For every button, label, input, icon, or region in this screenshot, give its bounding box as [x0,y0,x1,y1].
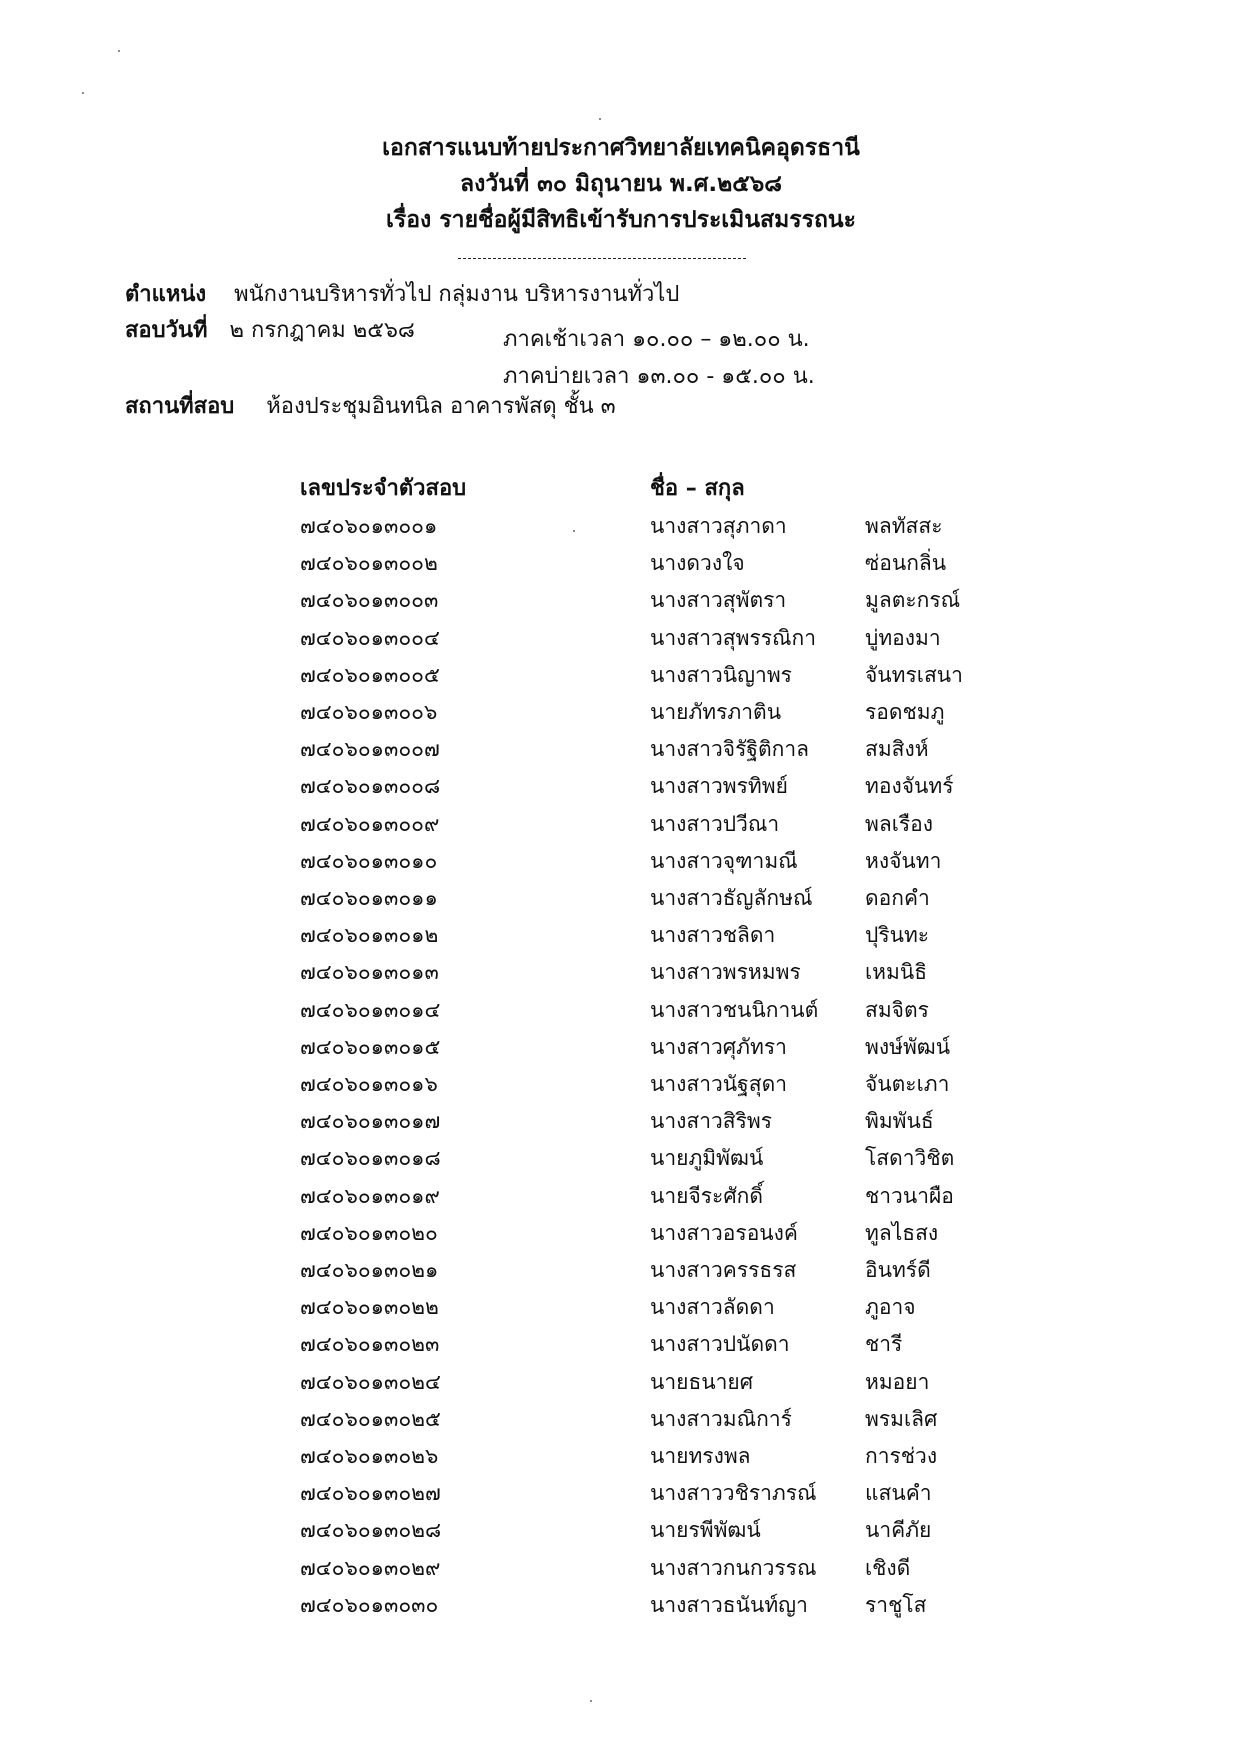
exam-id: ๗๔๐๖๐๑๓๐๒๐ [300,1220,438,1245]
table-row [0,692,1242,729]
candidate-last-name: ชารี [865,1332,903,1357]
table-row [0,655,1242,692]
table-row [0,766,1242,803]
exam-id: ๗๔๐๖๐๑๓๐๐๙ [300,811,440,836]
exam-id: ๗๔๐๖๐๑๓๐๓๐ [300,1592,439,1617]
candidate-first-name: นายรพีพัฒน์ [650,1518,761,1543]
venue-label: สถานที่สอบ [125,394,235,419]
exam-id: ๗๔๐๖๐๑๓๐๑๒ [300,923,439,948]
candidate-first-name: นางสาววชิราภรณ์ [650,1481,817,1506]
exam-id: ๗๔๐๖๐๑๓๐๒๒ [300,1295,439,1320]
candidate-last-name: ปุรินทะ [865,923,930,948]
exam-id: ๗๔๐๖๐๑๓๐๑๐ [300,848,438,873]
candidate-last-name: รอดชมภู [865,700,945,724]
document-header [0,130,1242,238]
column-header-name: ชื่อ – สกุล [650,476,745,501]
table-row [0,1585,1242,1622]
candidate-first-name: นางดวงใจ [650,551,745,576]
exam-id: ๗๔๐๖๐๑๓๐๑๘ [300,1146,441,1171]
candidate-first-name: นางสาวธัญลักษณ์ [650,886,813,910]
candidate-last-name: เชิงดี [865,1555,911,1580]
table-row [0,915,1242,952]
position-value: พนักงานบริหารทั่วไป กลุ่มงาน บริหารงานทั่วไป [234,282,680,307]
header-title: เอกสารแนบท้ายประกาศวิทยาลัยเทคนิคอุดรธานี [382,135,860,161]
table-row [0,1399,1242,1436]
exam-id: ๗๔๐๖๐๑๓๐๑๓ [300,960,439,985]
candidate-first-name: นางสาวนัฐสุดา [650,1072,787,1096]
candidate-last-name: ทองจันทร์ [865,774,954,799]
exam-id: ๗๔๐๖๐๑๓๐๑๖ [300,1072,438,1096]
table-row [0,1324,1242,1361]
candidate-last-name: พงษ์พัฒน์ [865,1034,951,1059]
candidate-last-name: โสดาวิชิต [865,1146,955,1171]
candidate-last-name: มูลตะกรณ์ [865,588,961,613]
candidate-first-name: นายภูมิพัฒน์ [650,1146,764,1171]
candidate-first-name: นางสาวสิริพร [650,1109,773,1134]
exam-date-label: สอบวันที่ [125,318,208,343]
table-row [0,1287,1242,1324]
exam-id: ๗๔๐๖๐๑๓๐๑๗ [300,1109,441,1134]
candidate-last-name: สมสิงห์ [865,737,929,762]
exam-id: ๗๔๐๖๐๑๓๐๒๗ [300,1481,441,1506]
table-row [0,618,1242,655]
table-row [0,506,1242,543]
table-row [0,729,1242,766]
candidate-last-name: การช่วง [865,1444,938,1468]
table-row [0,1213,1242,1250]
scan-speck [82,92,84,94]
header-subject: เรื่อง รายชื่อผู้มีสิทธิเข้ารับการประเมินสมรรถนะ [386,207,856,233]
table-row [0,1176,1242,1213]
exam-id: ๗๔๐๖๐๑๓๐๐๓ [300,588,439,613]
candidate-first-name: นายธนายศ [650,1369,754,1394]
candidate-first-name: นางสาวนิญาพร [650,662,792,687]
exam-id: ๗๔๐๖๐๑๓๐๒๙ [300,1555,441,1580]
candidate-first-name: นางสาวสุพัตรา [650,588,787,613]
candidate-first-name: นางสาวครรธรส [650,1258,797,1282]
candidate-first-name: นางสาวปนัดดา [650,1332,790,1357]
candidate-last-name: หงจันทา [865,848,942,873]
header-divider [458,258,746,259]
table-row [0,1510,1242,1547]
candidate-first-name: นางสาวธนันท์ญา [650,1592,808,1617]
candidate-last-name: บู่ทองมา [865,625,941,650]
venue-line [125,392,616,422]
candidate-last-name: ทูลไธสง [865,1220,939,1245]
candidate-last-name: พิมพันธ์ [865,1109,934,1134]
candidate-last-name: จันตะเภา [865,1072,950,1096]
table-row [0,580,1242,617]
table-row [0,1027,1242,1064]
candidate-last-name: ดอกคำ [865,886,930,910]
table-row [0,952,1242,989]
candidate-last-name: พลทัสสะ [865,514,943,538]
column-header-exam-id: เลขประจำตัวสอบ [300,476,467,501]
exam-id: ๗๔๐๖๐๑๓๐๐๖ [300,700,438,724]
candidate-last-name: เหมนิธิ [865,960,928,985]
candidate-first-name: นางสาวจิรัฐิติกาล [650,737,809,762]
candidate-first-name: นางสาวสุภาดา [650,514,787,538]
exam-id: ๗๔๐๖๐๑๓๐๒๖ [300,1444,439,1468]
exam-id: ๗๔๐๖๐๑๓๐๒๓ [300,1332,440,1357]
candidate-last-name: พลเรือง [865,811,934,836]
morning-session: ภาคเช้าเวลา ๑๐.๐๐ – ๑๒.๐๐ น. [503,327,810,352]
exam-id: ๗๔๐๖๐๑๓๐๐๘ [300,774,441,799]
table-row [0,1138,1242,1175]
exam-id: ๗๔๐๖๐๑๓๐๒๔ [300,1369,441,1394]
exam-id: ๗๔๐๖๐๑๓๐๑๕ [300,1034,441,1059]
table-row [0,1250,1242,1287]
exam-id: ๗๔๐๖๐๑๓๐๑๑ [300,886,438,910]
candidate-first-name: นางสาวพรทิพย์ [650,774,788,799]
exam-date-line [125,316,415,346]
candidate-first-name: นายภัทรภาติน [650,700,782,724]
header-date: ลงวันที่ ๓๐ มิถุนายน พ.ศ.๒๕๖๘ [460,171,782,197]
exam-id: ๗๔๐๖๐๑๓๐๐๕ [300,662,440,687]
table-row [0,1101,1242,1138]
candidate-first-name: นางสาวพรหมพร [650,960,801,985]
table-row [0,1436,1242,1473]
candidate-first-name: นายจีระศักดิ์ [650,1183,763,1208]
candidate-first-name: นางสาวปวีณา [650,811,780,836]
candidate-first-name: นางสาวศุภัทรา [650,1034,787,1059]
scan-speck [590,1700,592,1702]
candidate-last-name: พรมเลิศ [865,1406,938,1431]
candidate-first-name: นางสาวสุพรรณิกา [650,625,817,650]
venue-value: ห้องประชุมอินทนิล อาคารพัสดุ ชั้น ๓ [266,394,616,419]
table-row [0,1548,1242,1585]
exam-id: ๗๔๐๖๐๑๓๐๐๑ [300,514,438,538]
candidate-last-name: ซ่อนกลิ่น [865,551,947,576]
exam-id: ๗๔๐๖๐๑๓๐๐๒ [300,551,438,576]
exam-id: ๗๔๐๖๐๑๓๐๒๘ [300,1518,442,1543]
exam-id: ๗๔๐๖๐๑๓๐๑๔ [300,997,441,1022]
candidate-last-name: ชาวนาผือ [865,1183,954,1208]
position-line [125,280,679,310]
exam-id: ๗๔๐๖๐๑๓๐๑๙ [300,1183,440,1208]
candidate-first-name: นางสาวลัดดา [650,1295,775,1320]
candidate-first-name: นางสาวชลิดา [650,923,776,948]
scan-speck [118,50,120,52]
exam-id: ๗๔๐๖๐๑๓๐๐๗ [300,737,440,762]
candidate-last-name: ราชูโส [865,1592,927,1617]
candidate-first-name: นางสาวกนกวรรณ [650,1555,817,1580]
table-row [0,1064,1242,1101]
position-label: ตำแหน่ง [125,282,207,307]
exam-id: ๗๔๐๖๐๑๓๐๒๑ [300,1258,439,1282]
table-row [0,543,1242,580]
table-row [0,1473,1242,1510]
candidate-last-name: อินทร์ดี [865,1258,931,1282]
exam-id: ๗๔๐๖๐๑๓๐๐๔ [300,625,440,650]
candidate-first-name: นางสาวจุฑามณี [650,848,798,873]
table-row [0,1362,1242,1399]
table-row [0,841,1242,878]
candidate-first-name: นายทรงพล [650,1444,751,1468]
table-row [0,804,1242,841]
candidate-last-name: นาคีภัย [865,1518,932,1543]
table-row [0,990,1242,1027]
candidate-last-name: จันทรเสนา [865,662,963,687]
candidate-last-name: สมจิตร [865,997,929,1022]
afternoon-session: ภาคบ่ายเวลา ๑๓.๐๐ - ๑๕.๐๐ น. [503,364,815,389]
candidate-first-name: นางสาวมณิการ์ [650,1406,792,1431]
candidate-first-name: นางสาวอรอนงค์ [650,1220,798,1245]
candidate-first-name: นางสาวชนนิกานต์ [650,997,819,1022]
table-row [0,878,1242,915]
candidate-last-name: ภูอาจ [865,1295,916,1320]
candidate-last-name: แสนคำ [865,1481,932,1506]
exam-date-value: ๒ กรกฎาคม ๒๕๖๘ [229,318,415,343]
candidate-last-name: หมอยา [865,1369,930,1394]
exam-id: ๗๔๐๖๐๑๓๐๒๕ [300,1406,441,1431]
scan-speck [599,118,601,120]
